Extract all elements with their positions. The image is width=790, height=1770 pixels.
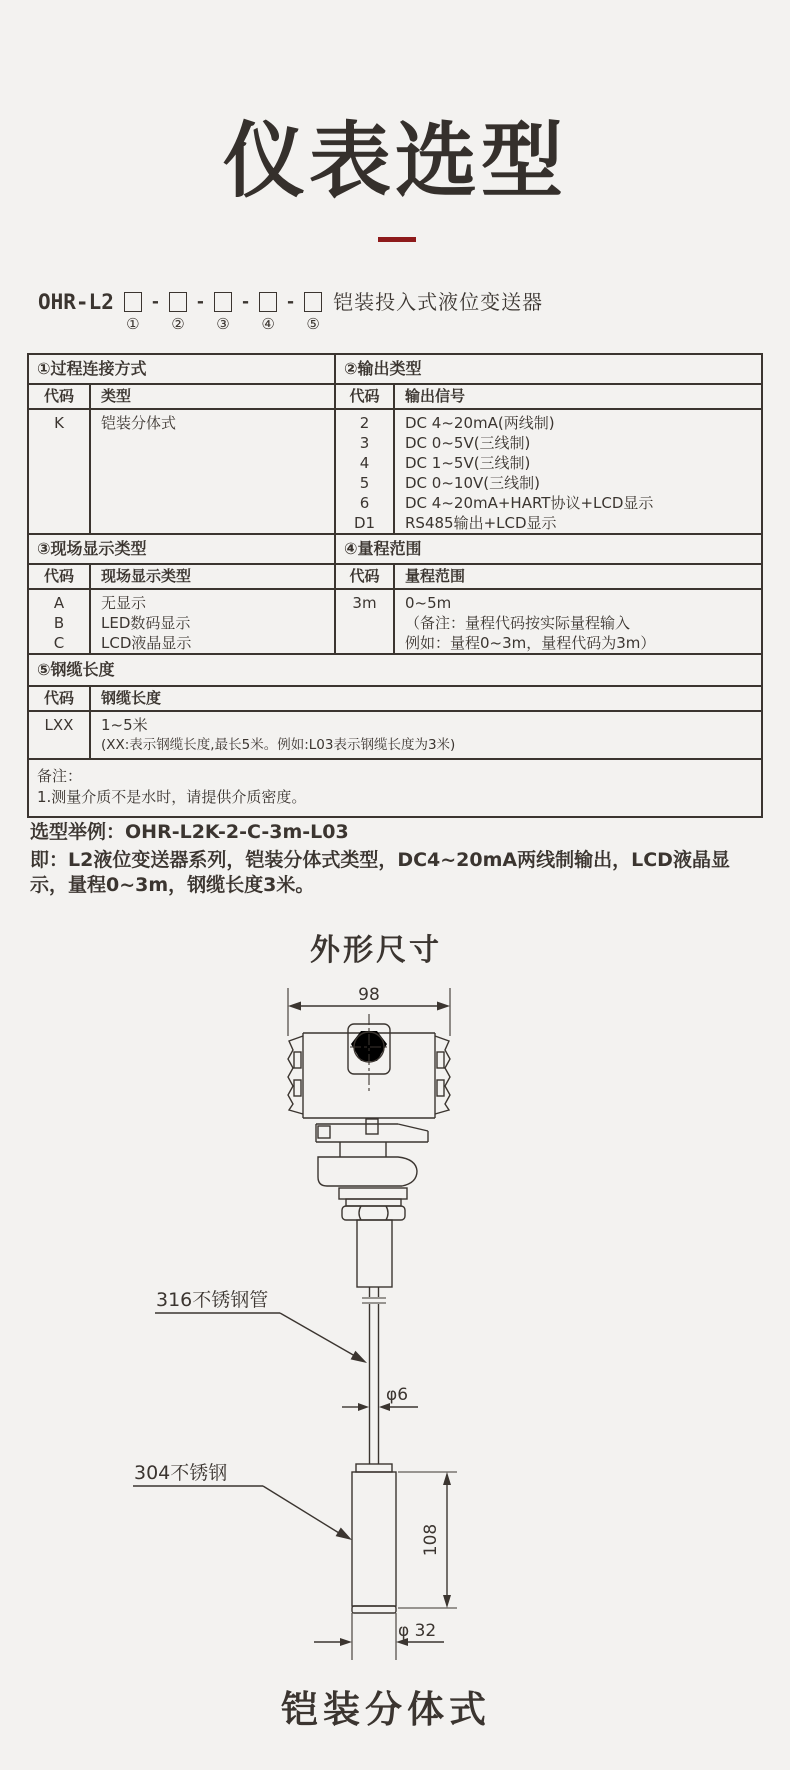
- section1-data: [29, 410, 334, 533]
- model-box-1: [124, 292, 142, 312]
- outline-caption: 铠装分体式: [281, 1688, 491, 1731]
- mounting-bracket: [316, 1119, 428, 1142]
- table-band-1: [29, 355, 761, 533]
- outline-dimensions-title: 外形尺寸: [310, 933, 442, 968]
- code-cell: B: [53, 614, 65, 632]
- code-cell: C: [53, 634, 65, 652]
- code-column: [29, 590, 91, 653]
- label-cell: 0~5m: [405, 594, 452, 612]
- section2-title: ②输出类型: [336, 355, 761, 385]
- col-display: 现场显示类型: [101, 567, 192, 585]
- dim-tube-diameter-text: φ6: [386, 1385, 409, 1405]
- model-box-3: [214, 292, 232, 312]
- code-cell: 3: [359, 434, 370, 452]
- dim-probe-diameter: [314, 1621, 444, 1646]
- model-slot-4: [259, 292, 277, 332]
- model-slot-5: [304, 292, 322, 332]
- table-band-3: [29, 653, 761, 758]
- code-cell: 3m: [352, 594, 377, 612]
- dim-probe-diameter-text: φ 32: [398, 1621, 437, 1641]
- connector-block: [357, 1220, 392, 1287]
- code-column: [336, 410, 395, 533]
- range-note-line2: 例如：量程0~3m，量程代码为3m）: [405, 634, 656, 652]
- position-marker-3: ③: [216, 315, 230, 333]
- col-code: 代码: [29, 565, 91, 588]
- section3-colhead: [29, 565, 334, 590]
- label-column: [91, 590, 334, 653]
- example-description: 即：L2液位变送器系列，铠装分体式类型，DC4~20mA两线制输出，LCD液晶显示，量程0~3m，钢缆长度3米。: [30, 849, 730, 896]
- section-display-type: [29, 535, 336, 653]
- remarks-item: 1.测量介质不是水时，请提供介质密度。: [37, 788, 307, 806]
- process-connection: [318, 1142, 417, 1287]
- model-dash-2: -: [196, 292, 204, 312]
- position-marker-1: ①: [126, 315, 140, 333]
- section-output-type: [336, 355, 761, 533]
- code-cell: LXX: [44, 716, 74, 734]
- probe-label-leader: [133, 1462, 352, 1540]
- code-cell: D1: [353, 514, 376, 532]
- dim-probe-length-text: 108: [421, 1523, 441, 1557]
- section3-title: ③现场显示类型: [29, 535, 334, 565]
- remarks-title: 备注：: [37, 767, 83, 785]
- transmitter-housing: [288, 1014, 450, 1118]
- hex-nut: [342, 1206, 405, 1220]
- section2-data: [336, 410, 761, 533]
- section5-title: ⑤钢缆长度: [29, 655, 761, 687]
- model-dash-3: -: [241, 292, 250, 312]
- label-cell: DC 0~5V(三线制): [405, 434, 531, 452]
- col-type: 类型: [101, 387, 132, 405]
- code-cell: 5: [359, 474, 370, 492]
- col-signal: 输出信号: [405, 387, 466, 405]
- code-cell: 6: [359, 494, 370, 512]
- example-label: 选型举例：: [30, 821, 126, 843]
- housing-left-cap: [288, 1036, 303, 1114]
- col-cable-length: 钢缆长度: [101, 689, 162, 707]
- col-code: 代码: [29, 687, 91, 710]
- section-process-connection: [29, 355, 336, 533]
- position-marker-4: ④: [261, 315, 275, 333]
- model-box-5: [304, 292, 322, 312]
- model-box-2: [169, 292, 187, 312]
- dim-probe-length: [398, 1472, 457, 1608]
- model-prefix: OHR-L2: [38, 290, 114, 314]
- model-slot-3: [214, 292, 232, 332]
- col-code: 代码: [29, 385, 91, 408]
- model-code-line: [38, 292, 543, 332]
- position-marker-2: ②: [171, 315, 185, 333]
- col-range: 量程范围: [405, 567, 466, 585]
- section4-colhead: [336, 565, 761, 590]
- section-range: [336, 535, 761, 653]
- range-note-line1: （备注：量程代码按实际量程输入: [405, 614, 631, 632]
- label-cell: RS485输出+LCD显示: [405, 514, 557, 532]
- label-cell: LCD液晶显示: [101, 634, 192, 652]
- section2-colhead: [336, 385, 761, 410]
- label-column: [91, 410, 334, 533]
- label-column: [395, 590, 761, 653]
- tube-label-leader: [155, 1289, 367, 1363]
- col-code: 代码: [336, 385, 395, 408]
- model-suffix: 铠装投入式液位变送器: [333, 290, 544, 314]
- cable-length-note: (XX:表示钢缆长度,最长5米。例如:L03表示钢缆长度为3米): [101, 737, 456, 753]
- label-column: [91, 712, 761, 758]
- label-cell: DC 0~10V(三线制): [405, 474, 540, 492]
- code-column: [29, 410, 91, 533]
- code-column: [336, 590, 395, 653]
- model-slot-1: [124, 292, 142, 332]
- code-column: [29, 712, 91, 758]
- section1-colhead: [29, 385, 334, 410]
- label-cell: LED数码显示: [101, 614, 191, 632]
- model-box-4: [259, 292, 277, 312]
- probe-material-label: 304不锈钢: [134, 1462, 228, 1484]
- dim-tube-diameter: [342, 1385, 418, 1411]
- label-cell: 1~5米: [101, 716, 148, 734]
- steel-tube: [362, 1287, 386, 1464]
- model-slot-2: [169, 292, 187, 332]
- accent-dash: [378, 237, 416, 242]
- section1-title: ①过程连接方式: [29, 355, 334, 385]
- section5-colhead: [29, 687, 761, 712]
- section3-data: [29, 590, 334, 653]
- section4-data: [336, 590, 761, 653]
- label-cell: 铠装分体式: [101, 414, 177, 432]
- dimension-drawing: [0, 970, 790, 1670]
- selection-example: [30, 820, 766, 898]
- housing-right-cap: [435, 1036, 450, 1114]
- selection-table: [27, 353, 763, 818]
- probe-body: [352, 1464, 396, 1660]
- code-cell: A: [53, 594, 65, 612]
- col-code: 代码: [336, 565, 395, 588]
- code-cell: K: [54, 414, 64, 432]
- label-cell: DC 4~20mA(两线制): [405, 414, 555, 432]
- label-cell: DC 4~20mA+HART协议+LCD显示: [405, 494, 654, 512]
- code-cell: 2: [359, 414, 370, 432]
- model-dash-1: -: [151, 292, 159, 312]
- cable-gland: [348, 1014, 390, 1092]
- section5-data: [29, 712, 761, 758]
- dim-housing-width-text: 98: [358, 985, 380, 1005]
- code-cell: 4: [359, 454, 370, 472]
- example-value: OHR-L2K-2-C-3m-L03: [125, 821, 349, 843]
- position-marker-5: ⑤: [306, 315, 320, 333]
- tube-material-label: 316不锈钢管: [156, 1289, 269, 1311]
- section4-title: ④量程范围: [336, 535, 761, 565]
- label-column: [395, 410, 761, 533]
- model-dash-4: -: [287, 292, 295, 312]
- label-cell: 无显示: [101, 594, 147, 612]
- page-title: 仪表选型: [222, 114, 567, 209]
- label-cell: DC 1~5V(三线制): [405, 454, 531, 472]
- table-remarks: [29, 758, 761, 816]
- table-band-2: [29, 533, 761, 653]
